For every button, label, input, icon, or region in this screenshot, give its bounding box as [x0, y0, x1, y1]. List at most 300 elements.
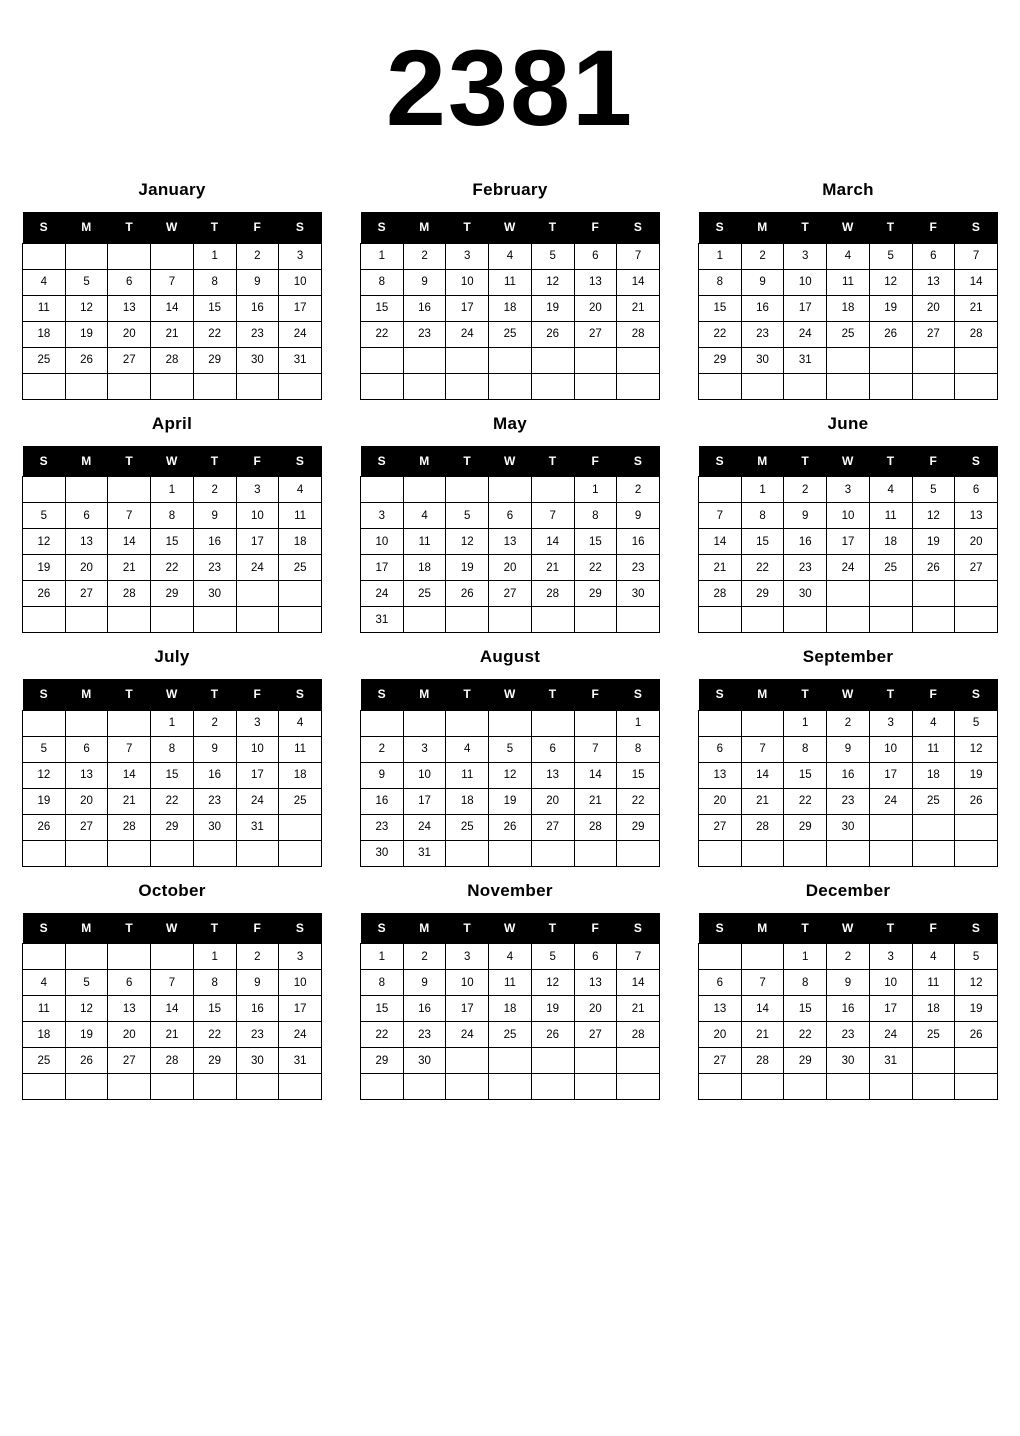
day-cell[interactable]: 19 — [531, 295, 574, 321]
day-cell[interactable]: 6 — [108, 269, 151, 295]
day-cell[interactable]: 24 — [869, 788, 912, 814]
day-cell[interactable]: 2 — [741, 243, 784, 269]
day-cell[interactable]: 30 — [193, 814, 236, 840]
day-cell[interactable]: 12 — [446, 529, 489, 555]
day-cell[interactable]: 14 — [617, 269, 660, 295]
day-cell[interactable]: 5 — [531, 243, 574, 269]
day-cell[interactable]: 4 — [489, 243, 532, 269]
day-cell[interactable]: 18 — [403, 555, 446, 581]
day-cell[interactable]: 23 — [741, 321, 784, 347]
day-cell[interactable]: 25 — [489, 1022, 532, 1048]
day-cell[interactable]: 23 — [361, 814, 404, 840]
day-cell[interactable]: 9 — [827, 736, 870, 762]
day-cell[interactable]: 13 — [489, 529, 532, 555]
day-cell[interactable]: 1 — [699, 243, 742, 269]
day-cell[interactable]: 13 — [108, 996, 151, 1022]
day-cell[interactable]: 27 — [108, 1048, 151, 1074]
day-cell[interactable]: 27 — [699, 1048, 742, 1074]
day-cell[interactable]: 10 — [279, 269, 322, 295]
day-cell[interactable]: 12 — [65, 295, 108, 321]
day-cell[interactable]: 13 — [574, 970, 617, 996]
day-cell[interactable]: 22 — [361, 321, 404, 347]
day-cell[interactable]: 15 — [784, 762, 827, 788]
day-cell[interactable]: 9 — [193, 503, 236, 529]
day-cell[interactable]: 6 — [574, 944, 617, 970]
day-cell[interactable]: 29 — [151, 581, 194, 607]
day-cell[interactable]: 22 — [193, 321, 236, 347]
day-cell[interactable]: 28 — [531, 581, 574, 607]
day-cell[interactable]: 4 — [279, 477, 322, 503]
day-cell[interactable]: 23 — [403, 1022, 446, 1048]
day-cell[interactable]: 23 — [193, 555, 236, 581]
day-cell[interactable]: 19 — [65, 1022, 108, 1048]
day-cell[interactable]: 1 — [151, 710, 194, 736]
day-cell[interactable]: 9 — [236, 269, 279, 295]
day-cell[interactable]: 10 — [784, 269, 827, 295]
day-cell[interactable]: 6 — [699, 970, 742, 996]
day-cell[interactable]: 2 — [403, 243, 446, 269]
day-cell[interactable]: 26 — [531, 321, 574, 347]
day-cell[interactable]: 26 — [955, 788, 998, 814]
day-cell[interactable]: 29 — [617, 814, 660, 840]
day-cell[interactable]: 23 — [617, 555, 660, 581]
day-cell[interactable]: 14 — [151, 295, 194, 321]
day-cell[interactable]: 15 — [193, 295, 236, 321]
day-cell[interactable]: 5 — [955, 710, 998, 736]
day-cell[interactable]: 7 — [574, 736, 617, 762]
day-cell[interactable]: 9 — [617, 503, 660, 529]
day-cell[interactable]: 9 — [784, 503, 827, 529]
day-cell[interactable]: 20 — [574, 295, 617, 321]
day-cell[interactable]: 24 — [403, 814, 446, 840]
day-cell[interactable]: 24 — [361, 581, 404, 607]
day-cell[interactable]: 21 — [699, 555, 742, 581]
day-cell[interactable]: 15 — [151, 529, 194, 555]
day-cell[interactable]: 23 — [236, 321, 279, 347]
day-cell[interactable]: 25 — [912, 788, 955, 814]
day-cell[interactable]: 12 — [531, 970, 574, 996]
day-cell[interactable]: 12 — [531, 269, 574, 295]
day-cell[interactable]: 11 — [489, 269, 532, 295]
day-cell[interactable]: 4 — [827, 243, 870, 269]
day-cell[interactable]: 14 — [574, 762, 617, 788]
day-cell[interactable]: 1 — [361, 243, 404, 269]
day-cell[interactable]: 4 — [23, 970, 66, 996]
day-cell[interactable]: 8 — [574, 503, 617, 529]
day-cell[interactable]: 24 — [869, 1022, 912, 1048]
day-cell[interactable]: 27 — [108, 347, 151, 373]
day-cell[interactable]: 8 — [361, 269, 404, 295]
day-cell[interactable]: 20 — [912, 295, 955, 321]
day-cell[interactable]: 1 — [361, 944, 404, 970]
day-cell[interactable]: 25 — [446, 814, 489, 840]
day-cell[interactable]: 28 — [108, 581, 151, 607]
day-cell[interactable]: 21 — [617, 996, 660, 1022]
day-cell[interactable]: 27 — [699, 814, 742, 840]
day-cell[interactable]: 18 — [869, 529, 912, 555]
day-cell[interactable]: 18 — [23, 321, 66, 347]
day-cell[interactable]: 29 — [193, 1048, 236, 1074]
day-cell[interactable]: 24 — [236, 555, 279, 581]
day-cell[interactable]: 6 — [65, 736, 108, 762]
day-cell[interactable]: 25 — [827, 321, 870, 347]
day-cell[interactable]: 20 — [531, 788, 574, 814]
day-cell[interactable]: 2 — [784, 477, 827, 503]
day-cell[interactable]: 25 — [23, 1048, 66, 1074]
day-cell[interactable]: 26 — [65, 1048, 108, 1074]
day-cell[interactable]: 3 — [784, 243, 827, 269]
day-cell[interactable]: 17 — [827, 529, 870, 555]
day-cell[interactable]: 20 — [699, 1022, 742, 1048]
day-cell[interactable]: 26 — [912, 555, 955, 581]
day-cell[interactable]: 22 — [617, 788, 660, 814]
day-cell[interactable]: 4 — [446, 736, 489, 762]
day-cell[interactable]: 10 — [236, 736, 279, 762]
day-cell[interactable]: 2 — [403, 944, 446, 970]
day-cell[interactable]: 27 — [65, 814, 108, 840]
day-cell[interactable]: 8 — [617, 736, 660, 762]
day-cell[interactable]: 10 — [869, 970, 912, 996]
day-cell[interactable]: 19 — [531, 996, 574, 1022]
day-cell[interactable]: 28 — [617, 1022, 660, 1048]
day-cell[interactable]: 10 — [279, 970, 322, 996]
day-cell[interactable]: 5 — [955, 944, 998, 970]
day-cell[interactable]: 27 — [912, 321, 955, 347]
day-cell[interactable]: 1 — [741, 477, 784, 503]
day-cell[interactable]: 4 — [279, 710, 322, 736]
day-cell[interactable]: 17 — [236, 529, 279, 555]
day-cell[interactable]: 26 — [446, 581, 489, 607]
day-cell[interactable]: 2 — [361, 736, 404, 762]
day-cell[interactable]: 2 — [827, 944, 870, 970]
day-cell[interactable]: 6 — [108, 970, 151, 996]
day-cell[interactable]: 25 — [869, 555, 912, 581]
day-cell[interactable]: 15 — [574, 529, 617, 555]
day-cell[interactable]: 12 — [23, 529, 66, 555]
day-cell[interactable]: 9 — [361, 762, 404, 788]
day-cell[interactable]: 3 — [361, 503, 404, 529]
day-cell[interactable]: 22 — [151, 555, 194, 581]
day-cell[interactable]: 16 — [236, 295, 279, 321]
day-cell[interactable]: 5 — [65, 970, 108, 996]
day-cell[interactable]: 26 — [23, 581, 66, 607]
day-cell[interactable]: 2 — [236, 944, 279, 970]
day-cell[interactable]: 22 — [151, 788, 194, 814]
day-cell[interactable]: 28 — [151, 1048, 194, 1074]
day-cell[interactable]: 17 — [784, 295, 827, 321]
day-cell[interactable]: 19 — [65, 321, 108, 347]
day-cell[interactable]: 2 — [193, 477, 236, 503]
day-cell[interactable]: 13 — [955, 503, 998, 529]
day-cell[interactable]: 8 — [151, 736, 194, 762]
day-cell[interactable]: 13 — [65, 762, 108, 788]
day-cell[interactable]: 2 — [617, 477, 660, 503]
day-cell[interactable]: 31 — [236, 814, 279, 840]
day-cell[interactable]: 14 — [108, 762, 151, 788]
day-cell[interactable]: 9 — [193, 736, 236, 762]
day-cell[interactable]: 8 — [741, 503, 784, 529]
day-cell[interactable]: 17 — [869, 762, 912, 788]
day-cell[interactable]: 5 — [869, 243, 912, 269]
day-cell[interactable]: 11 — [446, 762, 489, 788]
day-cell[interactable]: 15 — [361, 295, 404, 321]
day-cell[interactable]: 4 — [869, 477, 912, 503]
day-cell[interactable]: 30 — [236, 347, 279, 373]
day-cell[interactable]: 28 — [955, 321, 998, 347]
day-cell[interactable]: 8 — [784, 736, 827, 762]
day-cell[interactable]: 21 — [617, 295, 660, 321]
day-cell[interactable]: 7 — [617, 944, 660, 970]
day-cell[interactable]: 1 — [784, 944, 827, 970]
day-cell[interactable]: 26 — [955, 1022, 998, 1048]
day-cell[interactable]: 8 — [193, 970, 236, 996]
day-cell[interactable]: 24 — [236, 788, 279, 814]
day-cell[interactable]: 30 — [741, 347, 784, 373]
day-cell[interactable]: 25 — [403, 581, 446, 607]
day-cell[interactable]: 7 — [617, 243, 660, 269]
day-cell[interactable]: 30 — [361, 840, 404, 866]
day-cell[interactable]: 16 — [784, 529, 827, 555]
day-cell[interactable]: 20 — [65, 788, 108, 814]
day-cell[interactable]: 12 — [955, 970, 998, 996]
day-cell[interactable]: 11 — [279, 736, 322, 762]
day-cell[interactable]: 4 — [489, 944, 532, 970]
day-cell[interactable]: 16 — [193, 529, 236, 555]
day-cell[interactable]: 3 — [279, 944, 322, 970]
day-cell[interactable]: 18 — [23, 1022, 66, 1048]
day-cell[interactable]: 24 — [784, 321, 827, 347]
day-cell[interactable]: 7 — [151, 970, 194, 996]
day-cell[interactable]: 18 — [827, 295, 870, 321]
day-cell[interactable]: 22 — [784, 788, 827, 814]
day-cell[interactable]: 15 — [617, 762, 660, 788]
day-cell[interactable]: 14 — [955, 269, 998, 295]
day-cell[interactable]: 31 — [869, 1048, 912, 1074]
day-cell[interactable]: 27 — [531, 814, 574, 840]
day-cell[interactable]: 23 — [193, 788, 236, 814]
day-cell[interactable]: 24 — [827, 555, 870, 581]
day-cell[interactable]: 11 — [489, 970, 532, 996]
day-cell[interactable]: 27 — [574, 1022, 617, 1048]
day-cell[interactable]: 16 — [236, 996, 279, 1022]
day-cell[interactable]: 6 — [574, 243, 617, 269]
day-cell[interactable]: 13 — [699, 996, 742, 1022]
day-cell[interactable]: 3 — [236, 477, 279, 503]
day-cell[interactable]: 14 — [699, 529, 742, 555]
day-cell[interactable]: 15 — [699, 295, 742, 321]
day-cell[interactable]: 29 — [151, 814, 194, 840]
day-cell[interactable]: 27 — [574, 321, 617, 347]
day-cell[interactable]: 23 — [827, 1022, 870, 1048]
day-cell[interactable]: 22 — [784, 1022, 827, 1048]
day-cell[interactable]: 13 — [699, 762, 742, 788]
day-cell[interactable]: 28 — [108, 814, 151, 840]
day-cell[interactable]: 4 — [912, 944, 955, 970]
day-cell[interactable]: 8 — [193, 269, 236, 295]
day-cell[interactable]: 23 — [784, 555, 827, 581]
day-cell[interactable]: 21 — [741, 1022, 784, 1048]
day-cell[interactable]: 11 — [403, 529, 446, 555]
day-cell[interactable]: 12 — [489, 762, 532, 788]
day-cell[interactable]: 31 — [279, 347, 322, 373]
day-cell[interactable]: 29 — [361, 1048, 404, 1074]
day-cell[interactable]: 15 — [741, 529, 784, 555]
day-cell[interactable]: 26 — [65, 347, 108, 373]
day-cell[interactable]: 18 — [489, 295, 532, 321]
day-cell[interactable]: 6 — [699, 736, 742, 762]
day-cell[interactable]: 12 — [869, 269, 912, 295]
day-cell[interactable]: 14 — [151, 996, 194, 1022]
day-cell[interactable]: 16 — [193, 762, 236, 788]
day-cell[interactable]: 22 — [574, 555, 617, 581]
day-cell[interactable]: 18 — [912, 762, 955, 788]
day-cell[interactable]: 28 — [574, 814, 617, 840]
day-cell[interactable]: 17 — [869, 996, 912, 1022]
day-cell[interactable]: 30 — [784, 581, 827, 607]
day-cell[interactable]: 30 — [236, 1048, 279, 1074]
day-cell[interactable]: 25 — [23, 347, 66, 373]
day-cell[interactable]: 16 — [617, 529, 660, 555]
day-cell[interactable]: 11 — [23, 996, 66, 1022]
day-cell[interactable]: 10 — [446, 269, 489, 295]
day-cell[interactable]: 17 — [403, 788, 446, 814]
day-cell[interactable]: 10 — [361, 529, 404, 555]
day-cell[interactable]: 5 — [912, 477, 955, 503]
day-cell[interactable]: 25 — [279, 788, 322, 814]
day-cell[interactable]: 2 — [827, 710, 870, 736]
day-cell[interactable]: 1 — [617, 710, 660, 736]
day-cell[interactable]: 26 — [489, 814, 532, 840]
day-cell[interactable]: 5 — [489, 736, 532, 762]
day-cell[interactable]: 3 — [279, 243, 322, 269]
day-cell[interactable]: 11 — [279, 503, 322, 529]
day-cell[interactable]: 16 — [361, 788, 404, 814]
day-cell[interactable]: 13 — [65, 529, 108, 555]
day-cell[interactable]: 29 — [784, 1048, 827, 1074]
day-cell[interactable]: 20 — [65, 555, 108, 581]
day-cell[interactable]: 24 — [446, 321, 489, 347]
day-cell[interactable]: 6 — [912, 243, 955, 269]
day-cell[interactable]: 5 — [446, 503, 489, 529]
day-cell[interactable]: 12 — [912, 503, 955, 529]
day-cell[interactable]: 8 — [361, 970, 404, 996]
day-cell[interactable]: 6 — [955, 477, 998, 503]
day-cell[interactable]: 2 — [236, 243, 279, 269]
day-cell[interactable]: 1 — [574, 477, 617, 503]
day-cell[interactable]: 20 — [699, 788, 742, 814]
day-cell[interactable]: 17 — [236, 762, 279, 788]
day-cell[interactable]: 14 — [531, 529, 574, 555]
day-cell[interactable]: 16 — [403, 295, 446, 321]
day-cell[interactable]: 10 — [869, 736, 912, 762]
day-cell[interactable]: 16 — [403, 996, 446, 1022]
day-cell[interactable]: 22 — [741, 555, 784, 581]
day-cell[interactable]: 4 — [912, 710, 955, 736]
day-cell[interactable]: 9 — [236, 970, 279, 996]
day-cell[interactable]: 15 — [361, 996, 404, 1022]
day-cell[interactable]: 17 — [279, 996, 322, 1022]
day-cell[interactable]: 20 — [108, 321, 151, 347]
day-cell[interactable]: 20 — [489, 555, 532, 581]
day-cell[interactable]: 21 — [574, 788, 617, 814]
day-cell[interactable]: 11 — [869, 503, 912, 529]
day-cell[interactable]: 31 — [279, 1048, 322, 1074]
day-cell[interactable]: 7 — [741, 736, 784, 762]
day-cell[interactable]: 11 — [912, 736, 955, 762]
day-cell[interactable]: 9 — [827, 970, 870, 996]
day-cell[interactable]: 8 — [151, 503, 194, 529]
day-cell[interactable]: 6 — [489, 503, 532, 529]
day-cell[interactable]: 16 — [827, 762, 870, 788]
day-cell[interactable]: 25 — [279, 555, 322, 581]
day-cell[interactable]: 21 — [741, 788, 784, 814]
day-cell[interactable]: 13 — [574, 269, 617, 295]
day-cell[interactable]: 22 — [193, 1022, 236, 1048]
day-cell[interactable]: 18 — [279, 529, 322, 555]
day-cell[interactable]: 20 — [108, 1022, 151, 1048]
day-cell[interactable]: 14 — [108, 529, 151, 555]
day-cell[interactable]: 30 — [403, 1048, 446, 1074]
day-cell[interactable]: 12 — [65, 996, 108, 1022]
day-cell[interactable]: 21 — [108, 788, 151, 814]
day-cell[interactable]: 30 — [617, 581, 660, 607]
day-cell[interactable]: 29 — [699, 347, 742, 373]
day-cell[interactable]: 13 — [912, 269, 955, 295]
day-cell[interactable]: 30 — [827, 1048, 870, 1074]
day-cell[interactable]: 23 — [827, 788, 870, 814]
day-cell[interactable]: 8 — [784, 970, 827, 996]
day-cell[interactable]: 9 — [741, 269, 784, 295]
day-cell[interactable]: 28 — [617, 321, 660, 347]
day-cell[interactable]: 3 — [446, 944, 489, 970]
day-cell[interactable]: 17 — [361, 555, 404, 581]
day-cell[interactable]: 21 — [531, 555, 574, 581]
day-cell[interactable]: 11 — [827, 269, 870, 295]
day-cell[interactable]: 3 — [236, 710, 279, 736]
day-cell[interactable]: 27 — [955, 555, 998, 581]
day-cell[interactable]: 21 — [955, 295, 998, 321]
day-cell[interactable]: 29 — [574, 581, 617, 607]
day-cell[interactable]: 6 — [531, 736, 574, 762]
day-cell[interactable]: 5 — [65, 269, 108, 295]
day-cell[interactable]: 18 — [489, 996, 532, 1022]
day-cell[interactable]: 5 — [531, 944, 574, 970]
day-cell[interactable]: 23 — [236, 1022, 279, 1048]
day-cell[interactable]: 2 — [193, 710, 236, 736]
day-cell[interactable]: 19 — [955, 996, 998, 1022]
day-cell[interactable]: 26 — [531, 1022, 574, 1048]
day-cell[interactable]: 17 — [446, 996, 489, 1022]
day-cell[interactable]: 29 — [193, 347, 236, 373]
day-cell[interactable]: 28 — [699, 581, 742, 607]
day-cell[interactable]: 15 — [193, 996, 236, 1022]
day-cell[interactable]: 7 — [108, 503, 151, 529]
day-cell[interactable]: 29 — [784, 814, 827, 840]
day-cell[interactable]: 6 — [65, 503, 108, 529]
day-cell[interactable]: 21 — [108, 555, 151, 581]
day-cell[interactable]: 16 — [741, 295, 784, 321]
day-cell[interactable]: 19 — [446, 555, 489, 581]
day-cell[interactable]: 24 — [446, 1022, 489, 1048]
day-cell[interactable]: 24 — [279, 321, 322, 347]
day-cell[interactable]: 19 — [23, 788, 66, 814]
day-cell[interactable]: 3 — [827, 477, 870, 503]
day-cell[interactable]: 12 — [955, 736, 998, 762]
day-cell[interactable]: 20 — [574, 996, 617, 1022]
day-cell[interactable]: 30 — [193, 581, 236, 607]
day-cell[interactable]: 7 — [741, 970, 784, 996]
day-cell[interactable]: 19 — [869, 295, 912, 321]
